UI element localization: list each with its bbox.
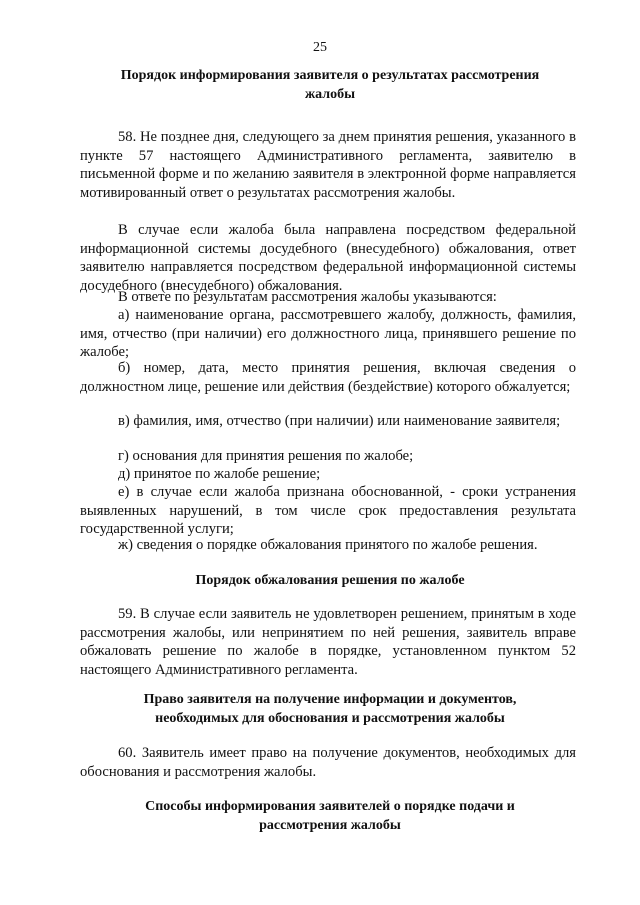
list-item-d: д) принятое по жалобе решение;: [118, 466, 321, 482]
paragraph-60: 60. Заявитель имеет право на получение документов, необходимых для обоснования и рассмотрения жалобы.: [80, 745, 576, 780]
list-item-g: г) основания для принятия решения по жалобе;: [118, 448, 414, 464]
heading-line: Порядок информирования заявителя о результатах рассмотрения: [120, 68, 540, 83]
section-heading-informing-methods: [80, 797, 580, 835]
paragraph-58: 58. Не позднее дня, следующего за днем принятия решения, указанного в пункте 57 настоящего Административного регламента, заявителю в письменной форме и по желанию заявителя в электронной форме направляется мотивированный ответ о результатах рассмотрения жалобы.: [80, 129, 576, 201]
heading-line: необходимых для обоснования и рассмотрения жалобы: [155, 711, 505, 726]
section-heading-right-to-information: [80, 690, 580, 728]
paragraph-59: 59. В случае если заявитель не удовлетворен решением, принятым в ходе рассмотрения жалобы, или непринятием по ней решения, заявитель вправе обжаловать решение по жалобе в порядке, установленном пунктом 52 настоящего Административного регламента.: [80, 606, 576, 678]
list-item-a: а) наименование органа, рассмотревшего жалобу, должность, фамилия, имя, отчество (при наличии) его должностного лица, принявшего решение по жалобе;: [80, 307, 576, 361]
list-item-b: б) номер, дата, место принятия решения, включая сведения о должностном лице, решение или действия (бездействие) которого обжалуется;: [80, 360, 576, 395]
heading-line: Способы информирования заявителей о порядке подачи и: [145, 799, 515, 814]
paragraph-58-federal-system: В случае если жалоба была направлена посредством федеральной информационной системы досудебного (внесудебного) обжалования, ответ заявителю направляется посредством федеральной информационной системы досудебного (внесудебного) обжалования.: [80, 222, 576, 294]
list-item-v: в) фамилия, имя, отчество (при наличии) или наименование заявителя;: [118, 413, 561, 429]
section-heading-informing: [80, 66, 580, 104]
page-number: 25: [313, 40, 327, 55]
paragraph-58-answer-contents: В ответе по результатам рассмотрения жалобы указываются:: [118, 289, 497, 305]
heading-line: Право заявителя на получение информации и документов,: [143, 692, 517, 707]
heading-line: жалобы: [304, 87, 356, 102]
heading-line: рассмотрения жалобы: [259, 818, 401, 833]
section-heading-appeal: Порядок обжалования решения по жалобе: [195, 573, 465, 588]
list-item-zh: ж) сведения о порядке обжалования принятого по жалобе решения.: [118, 537, 538, 553]
list-item-e: е) в случае если жалоба признана обоснованной, - сроки устранения выявленных нарушений, в том числе срок предоставления результата государственной услуги;: [80, 484, 576, 538]
